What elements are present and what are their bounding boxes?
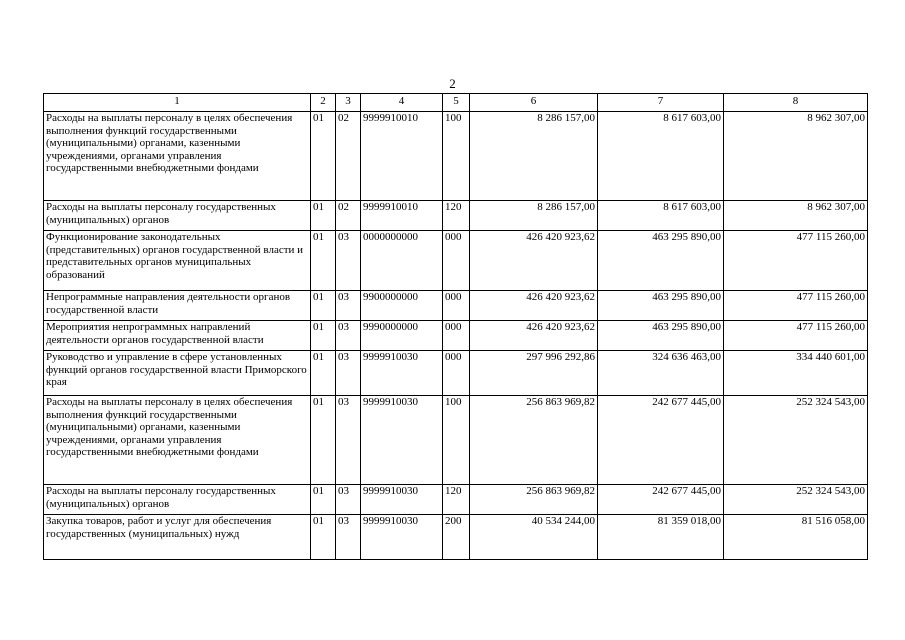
row-target-code: 9999910030 [361, 396, 443, 485]
row-section: 01 [311, 201, 336, 231]
row-expense-type: 000 [443, 321, 470, 351]
row-section: 01 [311, 351, 336, 396]
row-amount-year2: 324 636 463,00 [598, 351, 724, 396]
table-row [44, 515, 868, 560]
row-amount-year2: 463 295 890,00 [598, 321, 724, 351]
row-amount-year3: 8 962 307,00 [724, 112, 868, 201]
header-cell: 4 [361, 94, 443, 112]
table-row [44, 351, 868, 396]
row-target-code: 0000000000 [361, 231, 443, 291]
row-amount-year3: 252 324 543,00 [724, 485, 868, 515]
row-name: Мероприятия непрограммных направлений деятельности органов государственной власти [44, 321, 311, 351]
row-target-code: 9999910010 [361, 201, 443, 231]
table-row [44, 201, 868, 231]
header-cell: 7 [598, 94, 724, 112]
table-row [44, 396, 868, 485]
row-amount-year3: 8 962 307,00 [724, 201, 868, 231]
row-section: 01 [311, 112, 336, 201]
row-expense-type: 200 [443, 515, 470, 560]
row-name: Руководство и управление в сфере установленных функций органов государственной власти Приморского края [44, 351, 311, 396]
row-amount-year3: 252 324 543,00 [724, 396, 868, 485]
table-row [44, 321, 868, 351]
row-amount-year2: 242 677 445,00 [598, 485, 724, 515]
row-expense-type: 000 [443, 231, 470, 291]
row-name: Расходы на выплаты персоналу государственных (муниципальных) органов [44, 485, 311, 515]
row-amount-year2: 8 617 603,00 [598, 201, 724, 231]
row-target-code: 9999910030 [361, 351, 443, 396]
row-subsection: 03 [336, 291, 361, 321]
row-target-code: 9990000000 [361, 321, 443, 351]
row-name: Непрограммные направления деятельности органов государственной власти [44, 291, 311, 321]
row-amount-year3: 477 115 260,00 [724, 321, 868, 351]
table-row [44, 231, 868, 291]
row-target-code: 9900000000 [361, 291, 443, 321]
row-amount-year2: 242 677 445,00 [598, 396, 724, 485]
row-amount-year3: 81 516 058,00 [724, 515, 868, 560]
row-section: 01 [311, 231, 336, 291]
row-subsection: 03 [336, 515, 361, 560]
row-name: Функционирование законодательных (представительных) органов государственной власти и представительных органов муниципальных образований [44, 231, 311, 291]
row-subsection: 02 [336, 112, 361, 201]
row-target-code: 9999910030 [361, 515, 443, 560]
row-section: 01 [311, 396, 336, 485]
row-section: 01 [311, 291, 336, 321]
row-section: 01 [311, 515, 336, 560]
row-amount-year2: 463 295 890,00 [598, 291, 724, 321]
row-expense-type: 120 [443, 201, 470, 231]
row-amount-year1: 426 420 923,62 [470, 291, 598, 321]
row-expense-type: 100 [443, 396, 470, 485]
row-amount-year1: 8 286 157,00 [470, 112, 598, 201]
row-amount-year1: 256 863 969,82 [470, 396, 598, 485]
row-amount-year3: 334 440 601,00 [724, 351, 868, 396]
row-name: Расходы на выплаты персоналу в целях обеспечения выполнения функций государственными (муниципальными) органами, казенными учреждениями, органами управления государственными внебюджетными фондами [44, 112, 311, 201]
row-section: 01 [311, 485, 336, 515]
header-cell: 8 [724, 94, 868, 112]
page-number: 2 [449, 76, 456, 91]
table-row [44, 291, 868, 321]
row-amount-year1: 256 863 969,82 [470, 485, 598, 515]
row-subsection: 02 [336, 201, 361, 231]
row-amount-year1: 40 534 244,00 [470, 515, 598, 560]
budget-table [43, 93, 868, 560]
header-cell: 1 [44, 94, 311, 112]
row-name: Закупка товаров, работ и услуг для обеспечения государственных (муниципальных) нужд [44, 515, 311, 560]
row-amount-year2: 81 359 018,00 [598, 515, 724, 560]
table-header-row [44, 94, 868, 112]
row-subsection: 03 [336, 321, 361, 351]
header-cell: 3 [336, 94, 361, 112]
row-amount-year3: 477 115 260,00 [724, 231, 868, 291]
header-cell: 2 [311, 94, 336, 112]
row-amount-year1: 297 996 292,86 [470, 351, 598, 396]
row-subsection: 03 [336, 485, 361, 515]
row-expense-type: 000 [443, 291, 470, 321]
row-amount-year1: 426 420 923,62 [470, 321, 598, 351]
table-row [44, 485, 868, 515]
row-target-code: 9999910030 [361, 485, 443, 515]
row-expense-type: 000 [443, 351, 470, 396]
row-subsection: 03 [336, 351, 361, 396]
row-expense-type: 120 [443, 485, 470, 515]
row-name: Расходы на выплаты персоналу государственных (муниципальных) органов [44, 201, 311, 231]
row-subsection: 03 [336, 231, 361, 291]
row-amount-year1: 426 420 923,62 [470, 231, 598, 291]
row-amount-year1: 8 286 157,00 [470, 201, 598, 231]
row-amount-year2: 8 617 603,00 [598, 112, 724, 201]
row-section: 01 [311, 321, 336, 351]
row-target-code: 9999910010 [361, 112, 443, 201]
row-amount-year2: 463 295 890,00 [598, 231, 724, 291]
header-cell: 5 [443, 94, 470, 112]
header-cell: 6 [470, 94, 598, 112]
row-subsection: 03 [336, 396, 361, 485]
table-row [44, 112, 868, 201]
row-expense-type: 100 [443, 112, 470, 201]
row-amount-year3: 477 115 260,00 [724, 291, 868, 321]
row-name: Расходы на выплаты персоналу в целях обеспечения выполнения функций государственными (муниципальными) органами, казенными учреждениями, органами управления государственными внебюджетными фондами [44, 396, 311, 485]
